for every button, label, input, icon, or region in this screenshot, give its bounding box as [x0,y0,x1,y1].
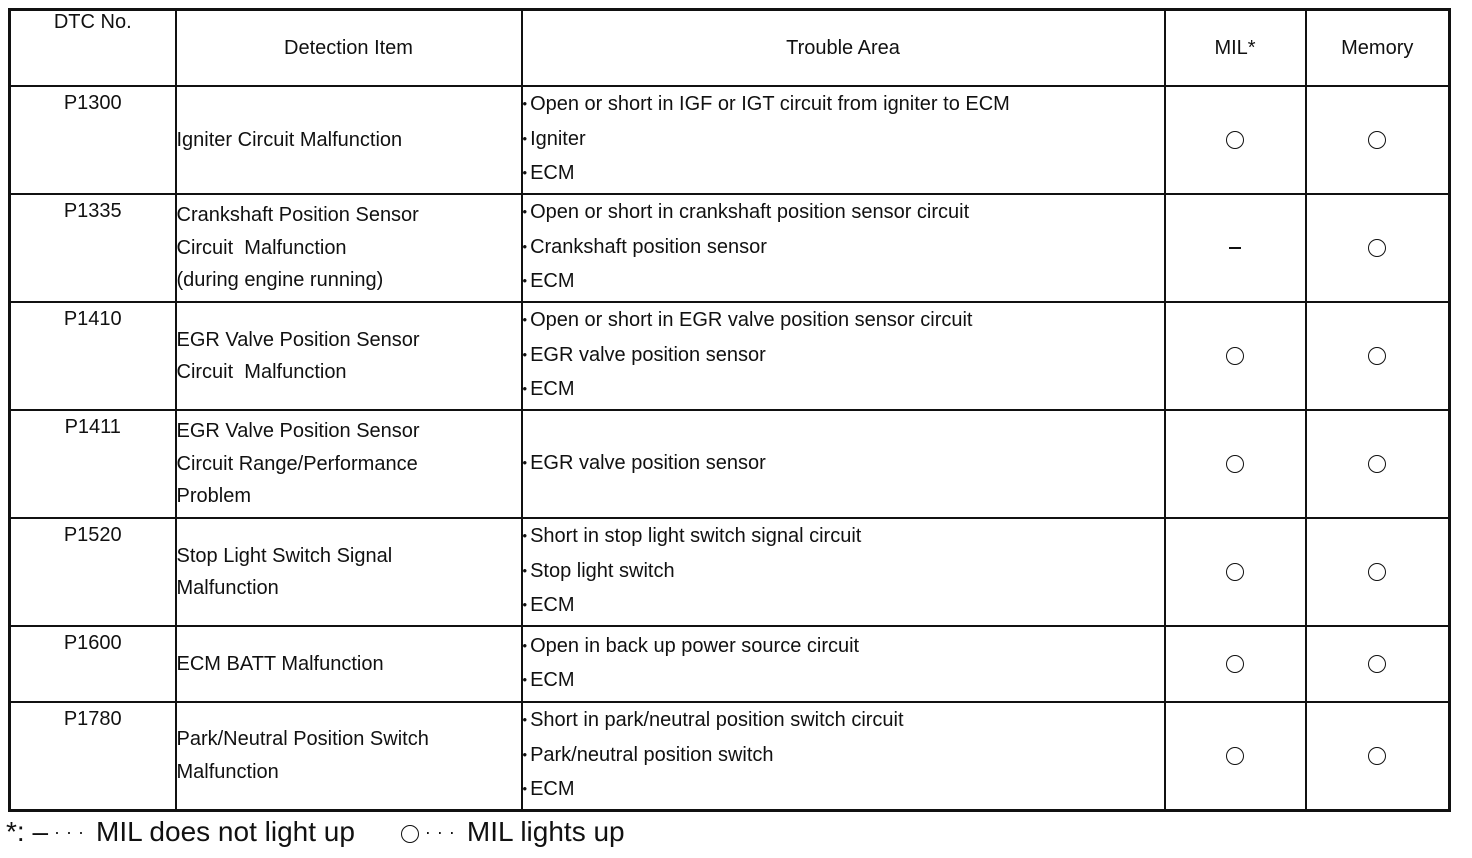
trouble-area-bullet [523,304,1164,339]
trouble-area [522,302,1165,410]
trouble-area-text: Open or short in EGR valve position sensor circuit [530,309,973,332]
trouble-area-text: Short in park/neutral position switch circuit [530,709,904,731]
trouble-area-text: ECM [530,594,575,617]
mil-cell [1165,518,1306,626]
header-row [10,10,1450,87]
detection-item-line: Circuit Malfunction [176,361,347,383]
footnote-prefix: *: – [6,816,49,847]
trouble-area [522,194,1165,302]
mil-cell [1165,626,1306,702]
circle-symbol-icon [1368,239,1386,257]
detection-item [176,518,522,626]
detection-item-line: Circuit Range/Performance [176,452,418,475]
trouble-area-text: Crankshaft position sensor [530,235,767,258]
table-row [10,702,1450,810]
detection-item-line: EGR Valve Position Sensor [176,328,420,351]
detection-item-line: ECM BATT Malfunction [176,652,384,675]
detection-item-line: Stop Light Switch Signal [176,544,393,567]
circle-symbol-icon [1368,563,1386,581]
trouble-area-bullet [523,447,1164,482]
detection-item-line: Malfunction [176,760,279,783]
circle-symbol-icon [1226,655,1244,673]
trouble-area-text: EGR valve position sensor [530,343,766,366]
trouble-area-bullet [523,773,1164,808]
trouble-area-text: Stop light switch [530,559,675,582]
header-memory: Memory [1306,10,1450,87]
detection-item [176,702,522,810]
trouble-area-bullet [523,196,1164,231]
dash-symbol-icon [1229,247,1241,249]
trouble-area-bullet [523,88,1164,123]
trouble-area-text: ECM [530,778,575,800]
circle-symbol-icon [1368,747,1386,765]
trouble-area [522,86,1165,194]
trouble-area-bullet [523,630,1164,665]
detection-item-line: (during engine running) [176,269,384,292]
detection-item-line: Problem [176,485,251,508]
header-trouble-area: Trouble Area [522,10,1165,87]
memory-cell [1306,302,1450,410]
trouble-area-bullet [523,373,1164,408]
trouble-area [522,702,1165,810]
trouble-area-text: Igniter [530,127,586,150]
detection-item [176,410,522,518]
trouble-area-text: Open or short in crankshaft position sensor circuit [530,201,970,224]
circle-symbol-icon [1226,563,1244,581]
trouble-area-text: ECM [530,162,575,185]
circle-symbol-icon [1368,455,1386,473]
circle-symbol-icon [1368,347,1386,365]
footnote-dots: ··· [54,822,91,842]
table-row [10,194,1450,302]
memory-cell [1306,702,1450,810]
dtc-table [8,8,1451,812]
trouble-area-bullet [523,589,1164,624]
detection-item [176,302,522,410]
circle-symbol-icon [1226,347,1244,365]
dtc-code: P1780 [10,702,176,810]
trouble-area-text: ECM [530,669,575,691]
trouble-area-bullet [523,157,1164,192]
table-row [10,302,1450,410]
mil-cell [1165,86,1306,194]
dtc-code: P1410 [10,302,176,410]
mil-cell [1165,194,1306,302]
memory-cell [1306,410,1450,518]
trouble-area-text: ECM [530,378,575,401]
memory-cell [1306,86,1450,194]
detection-item-line: Circuit Malfunction [176,236,347,259]
circle-symbol-icon [1226,131,1244,149]
memory-cell [1306,518,1450,626]
footnote [6,816,625,848]
trouble-area-text: Open in back up power source circuit [530,634,860,657]
trouble-area [522,626,1165,702]
memory-cell [1306,626,1450,702]
trouble-area-bullet [523,704,1164,739]
memory-cell [1306,194,1450,302]
header-mil: MIL* [1165,10,1306,87]
detection-item-line: Igniter Circuit Malfunction [176,128,403,151]
trouble-area-bullet [523,520,1164,555]
header-detection-item: Detection Item [176,10,522,87]
trouble-area-bullet [523,739,1164,774]
trouble-area-bullet [523,339,1164,374]
trouble-area [522,518,1165,626]
dtc-code: P1411 [10,410,176,518]
detection-item [176,626,522,702]
dtc-code: P1520 [10,518,176,626]
circle-symbol-icon [1226,747,1244,765]
circle-symbol-icon [401,825,419,843]
trouble-area-bullet [523,123,1164,158]
trouble-area-bullet [523,664,1164,699]
table-row [10,410,1450,518]
trouble-area [522,410,1165,518]
dtc-code: P1335 [10,194,176,302]
detection-item [176,86,522,194]
table-row [10,626,1450,702]
detection-item-line: Malfunction [176,577,279,599]
detection-item-line: Park/Neutral Position Switch [176,728,429,751]
trouble-area-text: Open or short in IGF or IGT circuit from igniter to ECM [530,93,1010,116]
mil-cell [1165,702,1306,810]
trouble-area-text: Park/neutral position switch [530,743,774,766]
trouble-area-bullet [523,231,1164,266]
detection-item [176,194,522,302]
footnote-lights: MIL lights up [466,816,625,847]
detection-item-line: EGR Valve Position Sensor [176,420,420,443]
dtc-code: P1300 [10,86,176,194]
detection-item-line: Crankshaft Position Sensor [176,204,419,227]
circle-symbol-icon [1368,655,1386,673]
circle-symbol-icon [1226,455,1244,473]
trouble-area-text: Short in stop light switch signal circuit [530,525,862,548]
trouble-area-text: ECM [530,270,575,293]
mil-cell [1165,410,1306,518]
trouble-area-text: EGR valve position sensor [530,451,766,474]
table-row [10,86,1450,194]
mil-cell [1165,302,1306,410]
circle-symbol-icon [1368,131,1386,149]
header-dtc-no: DTC No. [10,10,176,87]
table-row [10,518,1450,626]
dtc-code: P1600 [10,626,176,702]
trouble-area-bullet [523,555,1164,590]
footnote-not-light: MIL does not light up [96,816,355,847]
trouble-area-bullet [523,265,1164,300]
footnote-dots: ··· [424,822,461,842]
